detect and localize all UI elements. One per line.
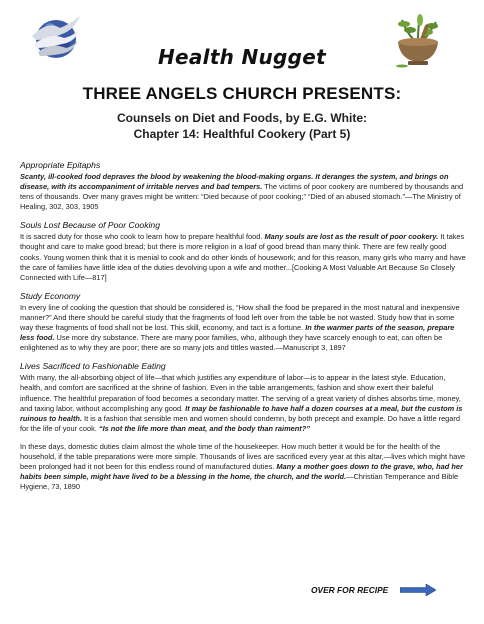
section-domestic-duties (20, 442, 466, 492)
emphasis-text: Many a mother goes down to the grave, who, had her habits been simple, might have lived to be a blessing in the home, the church, and the world. (20, 462, 463, 482)
presents-heading: THREE ANGELS CHURCH PRESENTS: (82, 84, 402, 103)
section-souls-lost (20, 220, 466, 282)
body-text: With many, the all-absorbing object of life—that which justifies any expenditure of labor—is to appear in the latest style. Education, health, and comfort are sacrificed at the shrine of fashion. Even in the table arrangements, fashion and show exert their baleful influence. The healthful preparation of food becomes a secondary matter. The serving of a great variety of dishes absorbs time, money, and taxing labor, without accomplishing any good. (20, 373, 461, 413)
section-lives-sacrificed (20, 361, 466, 434)
arrow-right-icon (400, 584, 436, 596)
body-text: It takes thought and care to make good bread; but there is more religion in a loaf of good bread than many think. There are few really good cooks. Young women think that it is menial to cook and do other kinds of housework; and for this reason, many girls who marry and have the care of families have little idea of the duties devolving upon a wife and mother...[Cooking A Most Valuable Art Because So Closely Connected with Life—817] (20, 232, 466, 282)
emphasis-text: Many souls are lost as the result of poor cookery. (264, 232, 439, 242)
emphasis-text: Scanty, ill-cooked food depraves the blood by weakening the blood-making organs. It deranges the system, and brings on disease, with its accompaniment of irritable nerves and bad tempers. (20, 172, 449, 192)
section-heading: Lives Sacrificed to Fashionable Eating (20, 361, 166, 372)
section-paragraph (20, 442, 466, 492)
section-paragraph (20, 232, 466, 282)
emphasis-text: In the warmer parts of the season, prepare less food. (20, 323, 455, 343)
body-text: It is sacred duty for those who cook to learn how to prepare healthful food. (20, 232, 265, 242)
article-body (20, 160, 466, 500)
body-text: —Christian Temperance and Bible Hygiene, 73, 1890 (20, 472, 459, 492)
book-chapter-subtitle (0, 110, 484, 142)
body-text: In every line of cooking the question that should be considered is, “How shall the food be prepared in the most natural and inexpensive manner?” And there should be careful study that the fragments of food left over from the table be not wasted. Study how that in some way these fragments of food shall not be lost. This skill, economy, and tact is a fortune. (20, 302, 460, 333)
body-text: The victims of poor cookery are numbered by thousands and tens of thousands. Over many graves might be written: “Died because of poor cooking;” “Died of an abused stomach.”—The Ministry of Healing, 302, 303, 1905 (20, 182, 464, 212)
section-heading: Souls Lost Because of Poor Cooking (20, 220, 160, 231)
chapter-line: Chapter 14: Healthful Cookery (Part 5) (133, 127, 351, 141)
section-paragraph (20, 373, 466, 434)
emphasis-text: It may be fashionable to have half a dozen courses at a meal, but the custom is ruinous to health. (20, 403, 463, 423)
over-for-recipe-label: OVER FOR RECIPE (311, 585, 389, 595)
section-appropriate-epitaphs (20, 160, 466, 212)
section-heading: Appropriate Epitaphs (20, 160, 101, 170)
over-for-recipe[interactable] (311, 584, 436, 596)
section-heading: Study Economy (20, 290, 81, 301)
section-paragraph (20, 172, 466, 212)
section-study-economy (20, 291, 466, 353)
health-nugget-title: Health Nugget (157, 45, 327, 69)
body-text: It is a fashion that sensible men and women should condemn, by both precept and example. Do have a little regard for the life of your cook. (20, 413, 460, 433)
emphasis-text: “Is not the life more than meat, and the body than raiment?” (98, 423, 310, 433)
body-text: Use more dry substance. There are many poor families, who, although they have scarcely enough to eat, can often be enlightened as to why they are poor; there are so many jots and tittles wasted.—Manuscript 3, 1897 (20, 333, 443, 353)
body-text: In these days, domestic duties claim almost the whole time of the housekeeper. How much better it would be for the health of the household, if the table preparations were more simple. Thousands of lives are sacrificed every year at this altar,—lives which might have been prolonged had it not been for this endless round of manufactured duties. (20, 441, 466, 472)
book-line: Counsels on Diet and Foods, by E.G. White: (116, 111, 367, 125)
section-paragraph (20, 303, 466, 353)
